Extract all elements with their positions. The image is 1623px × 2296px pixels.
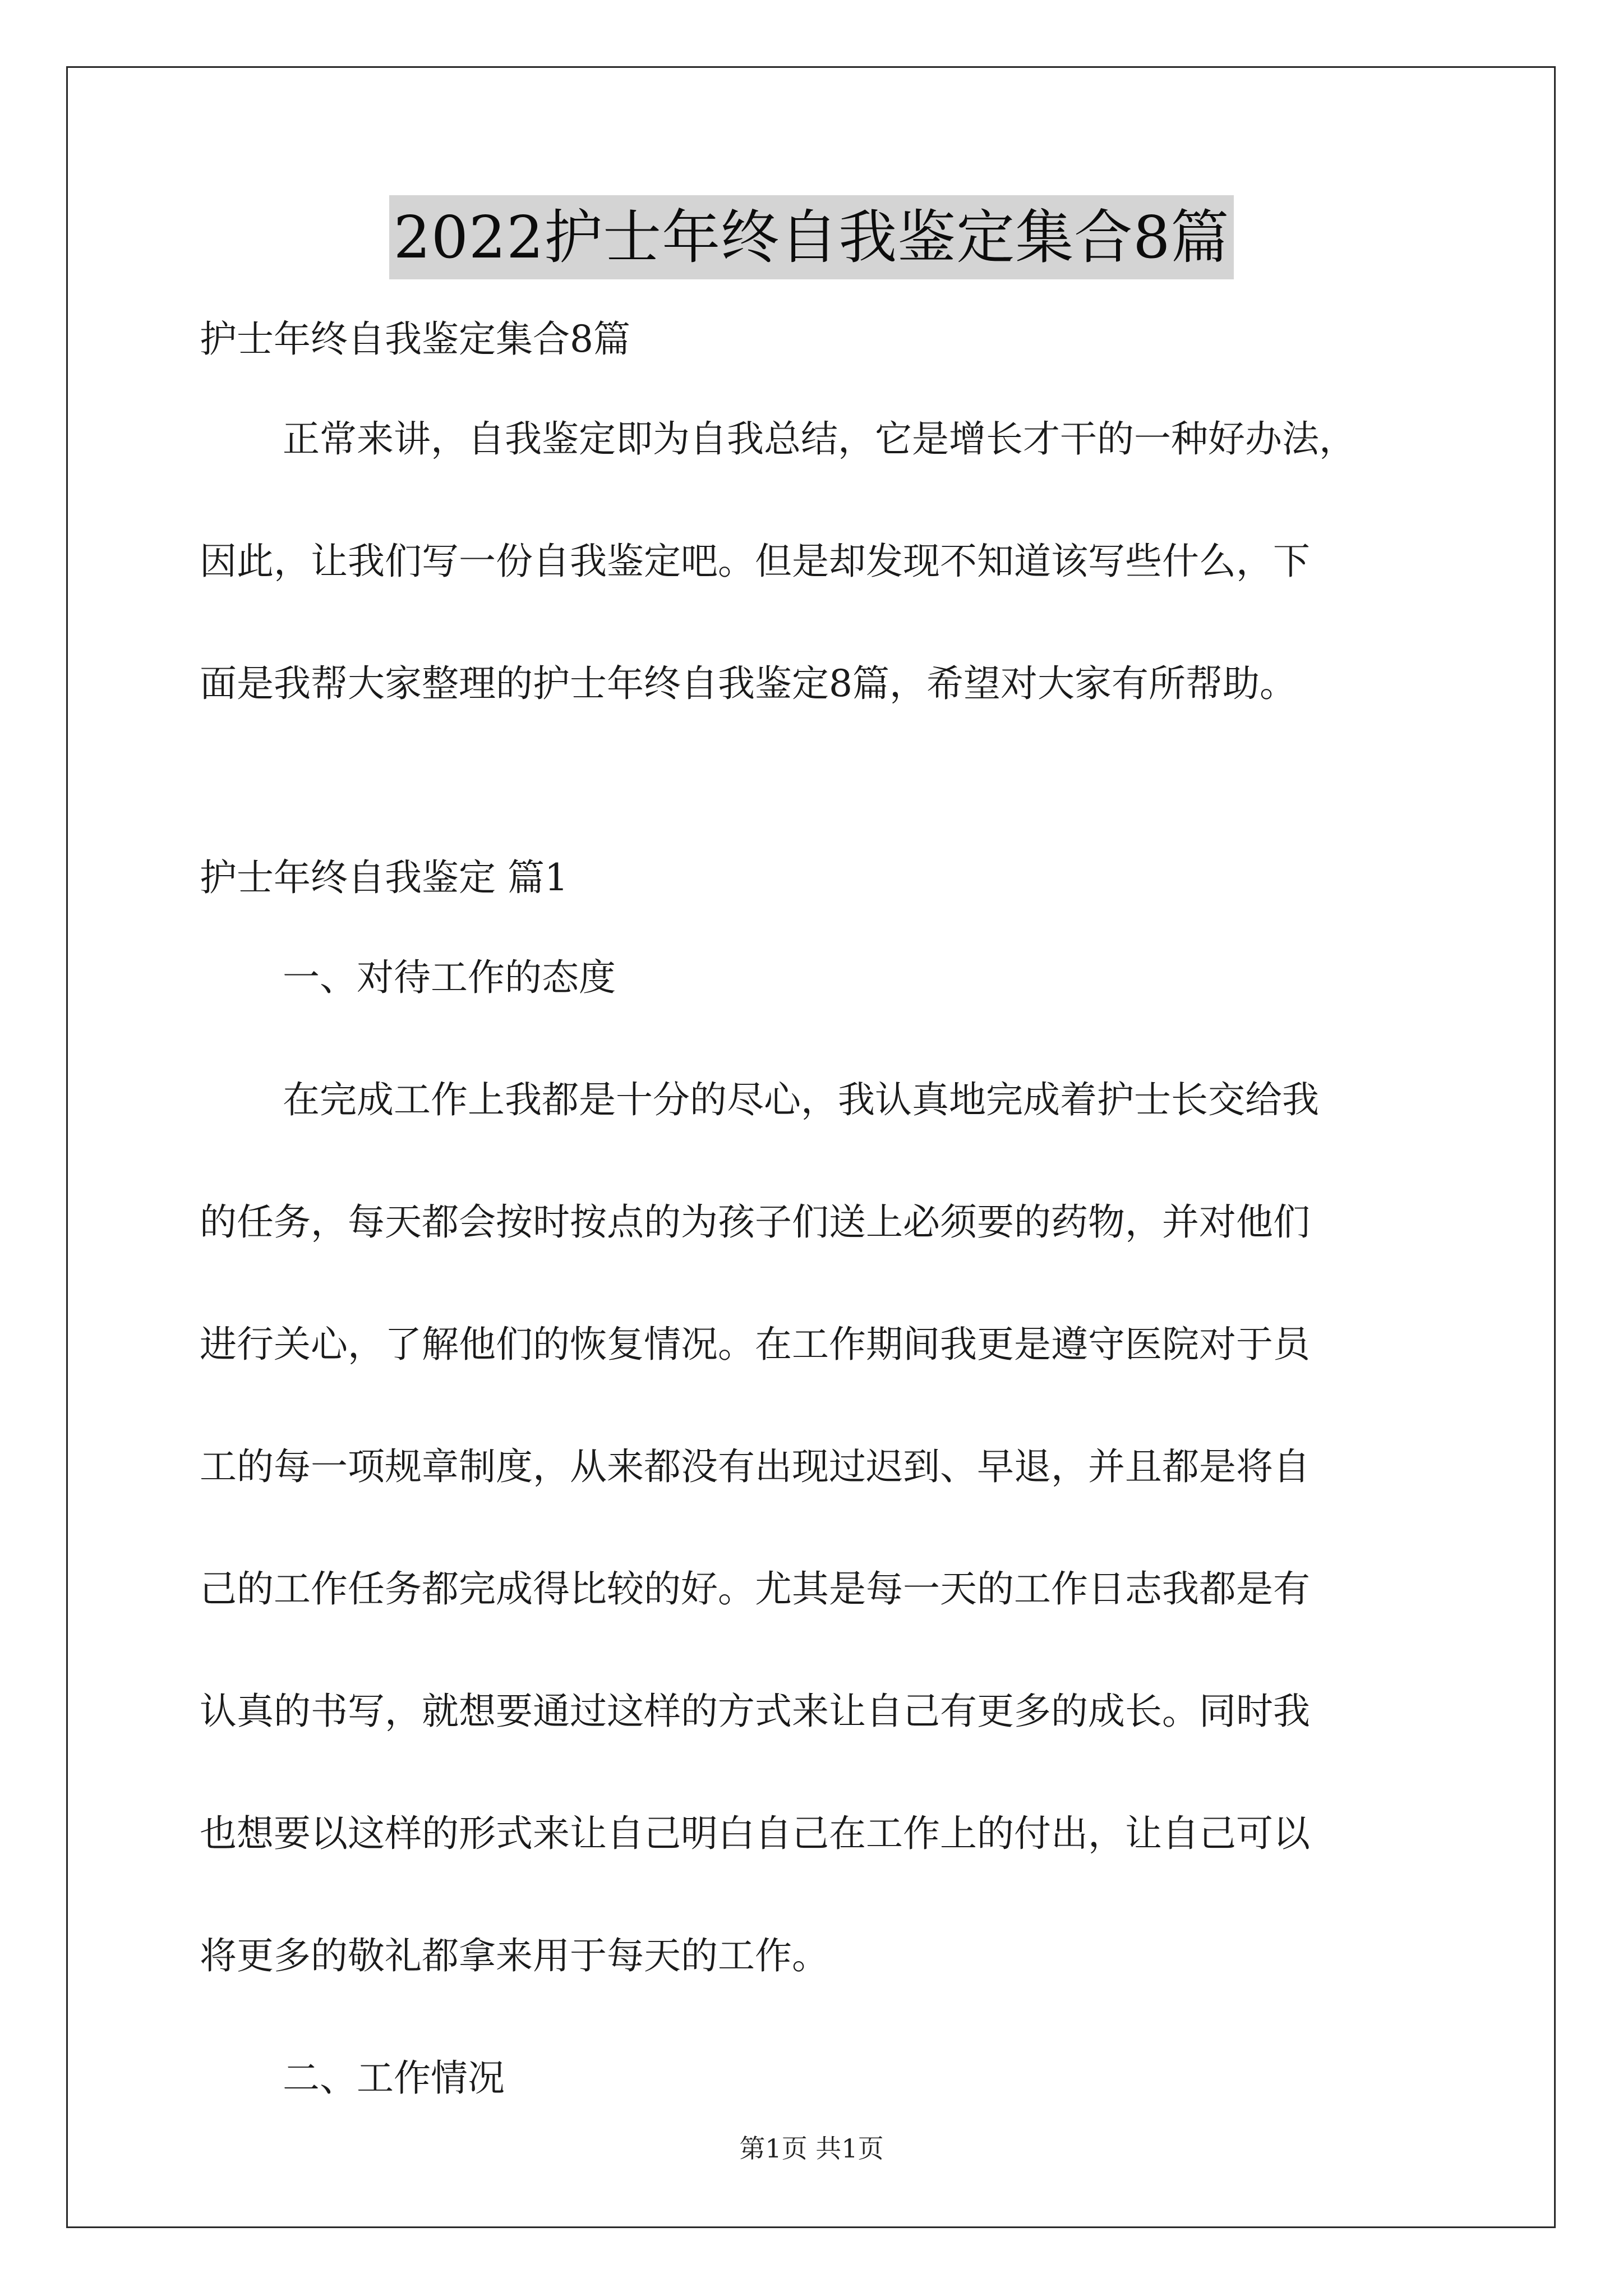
intro-line: 正常来讲，自我鉴定即为自我总结，它是增长才干的一种好办法， — [283, 417, 1356, 461]
paragraph-line: 在完成工作上我都是十分的尽心，我认真地完成着护士长交给我 — [283, 1078, 1319, 1121]
document-subtitle: 护士年终自我鉴定集合8篇 — [200, 318, 630, 361]
intro-line: 面是我帮大家整理的护士年终自我鉴定8篇，希望对大家有所帮助。 — [200, 662, 1297, 705]
paragraph-line: 己的工作任务都完成得比较的好。尤其是每一天的工作日志我都是有 — [200, 1567, 1310, 1611]
section-heading: 护士年终自我鉴定 篇1 — [200, 856, 568, 899]
intro-paragraph — [200, 411, 1433, 712]
intro-line: 因此，让我们写一份自我鉴定吧。但是却发现不知道该写些什么，下 — [200, 540, 1310, 583]
document-body — [200, 311, 1433, 2106]
title-container — [0, 195, 1623, 279]
paragraph-line: 的任务，每天都会按时按点的为孩子们送上必须要的药物，并对他们 — [200, 1200, 1310, 1244]
paragraph-line: 将更多的敬礼都拿来用于每天的工作。 — [200, 1934, 829, 1977]
document-title: 2022护士年终自我鉴定集合8篇 — [389, 195, 1234, 279]
paragraph-line: 也想要以这样的形式来让自己明白自己在工作上的付出，让自己可以 — [200, 1812, 1310, 1855]
page-footer: 第1页 共1页 — [739, 2133, 884, 2164]
paragraph-line: 进行关心，了解他们的恢复情况。在工作期间我更是遵守医院对于员 — [200, 1323, 1310, 1366]
paragraph-line: 工的每一项规章制度，从来都没有出现过迟到、早退，并且都是将自 — [200, 1445, 1310, 1488]
part-heading: 二、工作情况 — [283, 2056, 505, 2100]
paragraph-line: 认真的书写，就想要通过这样的方式来让自己有更多的成长。同时我 — [200, 1690, 1310, 1733]
part-heading: 一、对待工作的态度 — [283, 956, 616, 999]
part1-paragraph — [200, 1072, 1433, 1984]
